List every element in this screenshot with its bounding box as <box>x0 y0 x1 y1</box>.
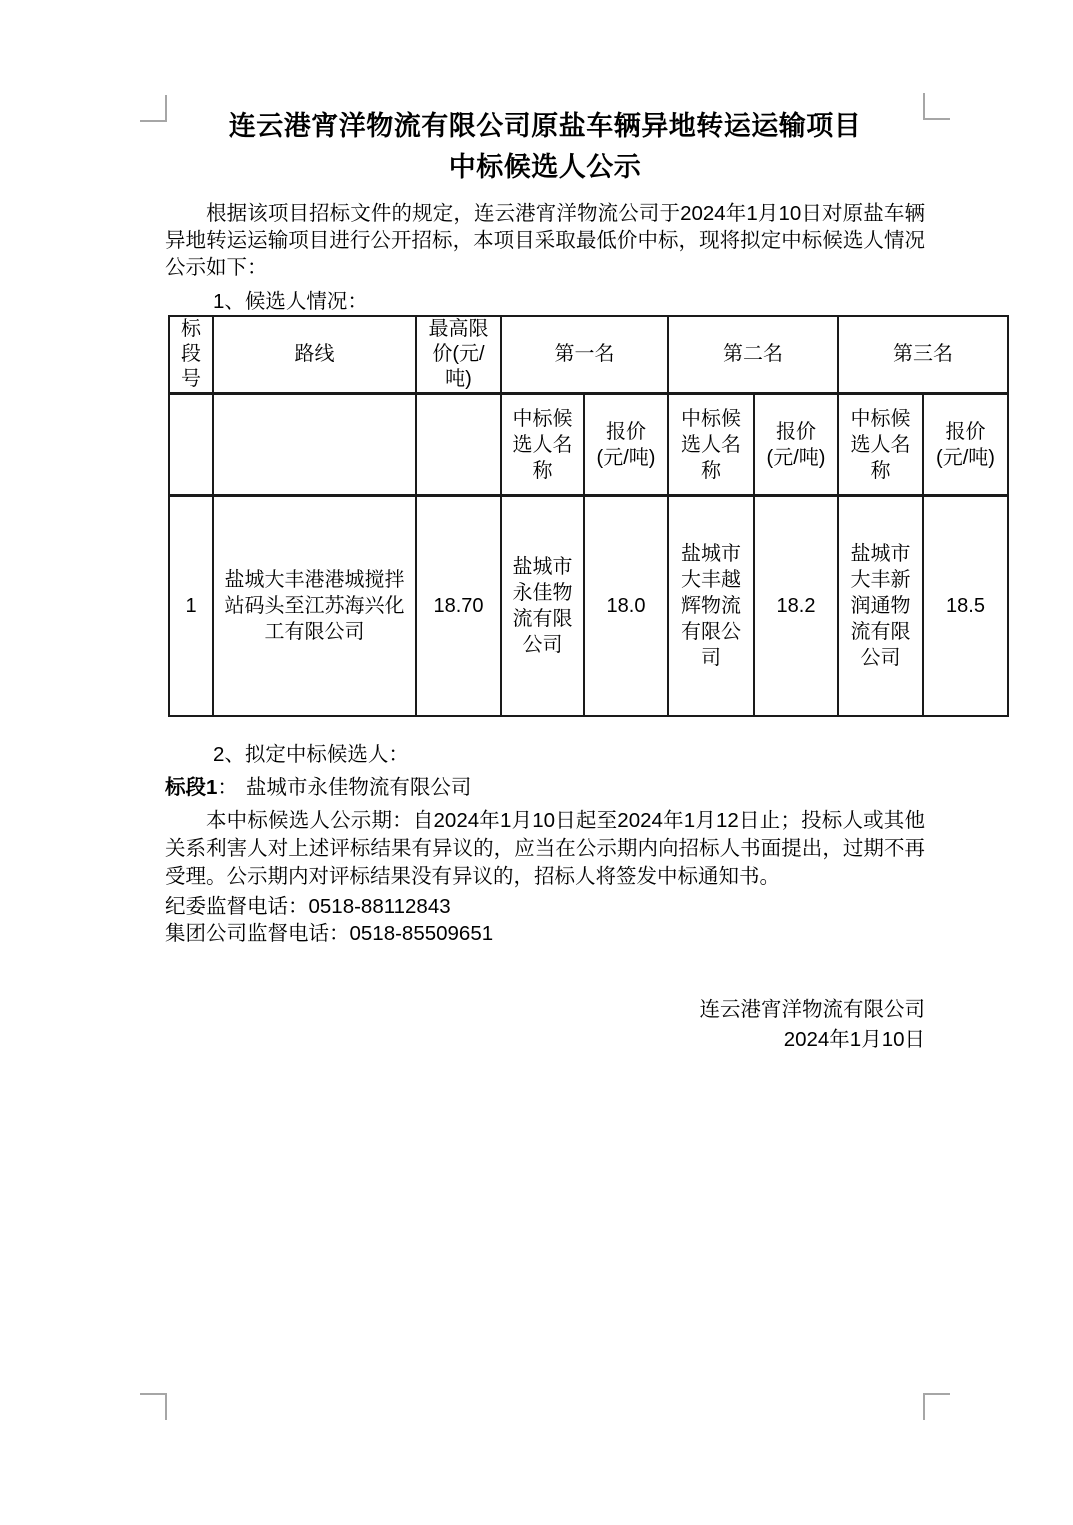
cell-rank1-price: 18.0 <box>584 496 668 716</box>
cell-rank3-price: 18.5 <box>923 496 1008 716</box>
crop-mark-bottom-left <box>140 1393 167 1420</box>
cell-max-price: 18.70 <box>416 496 501 716</box>
award-line <box>165 774 925 801</box>
th-rank-3: 第三名 <box>838 316 1008 394</box>
document-title <box>165 106 925 188</box>
th-bid-price-2: 报价(元/吨) <box>754 394 838 496</box>
table-header-row-1 <box>169 316 1008 394</box>
notice-paragraph: 本中标候选人公示期：自2024年1月10日起至2024年1月12日止；投标人或其他关系利害人对上述评标结果有异议的，应当在公示期内向招标人书面提出，过期不再受理。公示期内对评标结果没有异议的，招标人将签发中标通知书。 <box>165 808 925 888</box>
th-rank-1: 第一名 <box>501 316 668 394</box>
th-bid-price-3: 报价(元/吨) <box>923 394 1008 496</box>
crop-mark-bottom-right <box>923 1393 950 1420</box>
intro-paragraph: 根据该项目招标文件的规定，连云港宵洋物流公司于2024年1月10日对原盐车辆异地转运运输项目进行公开招标，本项目采取最低价中标，现将拟定中标候选人情况公示如下： <box>165 202 925 279</box>
cell-rank2-price: 18.2 <box>754 496 838 716</box>
phone-line-discipline: 纪委监督电话：0518-88112843 <box>165 894 451 918</box>
th-candidate-name-2: 中标候选人名称 <box>668 394 754 496</box>
page-content <box>165 106 995 1055</box>
cell-section-no: 1 <box>169 496 213 716</box>
table-data-row <box>169 496 1008 716</box>
th-route: 路线 <box>213 316 416 394</box>
th-section-no: 标段号 <box>169 316 213 394</box>
cell-route: 盐城大丰港港城搅拌站码头至江苏海兴化工有限公司 <box>213 496 416 716</box>
th-bid-price-1: 报价(元/吨) <box>584 394 668 496</box>
empty-header-cell <box>213 394 416 496</box>
award-company: 盐城市永佳物流有限公司 <box>245 775 472 799</box>
th-max-price: 最高限价(元/吨) <box>416 316 501 394</box>
empty-header-cell <box>416 394 501 496</box>
section-2-heading: 2、拟定中标候选人： <box>213 742 409 766</box>
crop-mark-top-right <box>923 93 950 120</box>
th-candidate-name-1: 中标候选人名称 <box>501 394 584 496</box>
table-header-row-2 <box>169 394 1008 496</box>
empty-header-cell <box>169 394 213 496</box>
signature-block <box>165 995 925 1055</box>
award-separator: ： <box>217 775 238 799</box>
signature-date: 2024年1月10日 <box>783 1027 925 1051</box>
crop-mark-top-left <box>140 95 167 122</box>
cell-rank1-name: 盐城市永佳物流有限公司 <box>501 496 584 716</box>
th-candidate-name-3: 中标候选人名称 <box>838 394 923 496</box>
signature-company: 连云港宵洋物流有限公司 <box>699 997 925 1021</box>
th-rank-2: 第二名 <box>668 316 838 394</box>
phone-line-group: 集团公司监督电话：0518-85509651 <box>165 921 494 945</box>
award-section-label: 标段1 <box>165 775 218 799</box>
title-line-1: 连云港宵洋物流有限公司原盐车辆异地转运运输项目 <box>228 111 862 141</box>
candidates-table <box>168 315 1009 717</box>
section-1-heading: 1、候选人情况： <box>213 290 368 313</box>
cell-rank3-name: 盐城市大丰新润通物流有限公司 <box>838 496 923 716</box>
title-line-2: 中标候选人公示 <box>448 152 642 182</box>
cell-rank2-name: 盐城市大丰越辉物流有限公司 <box>668 496 754 716</box>
